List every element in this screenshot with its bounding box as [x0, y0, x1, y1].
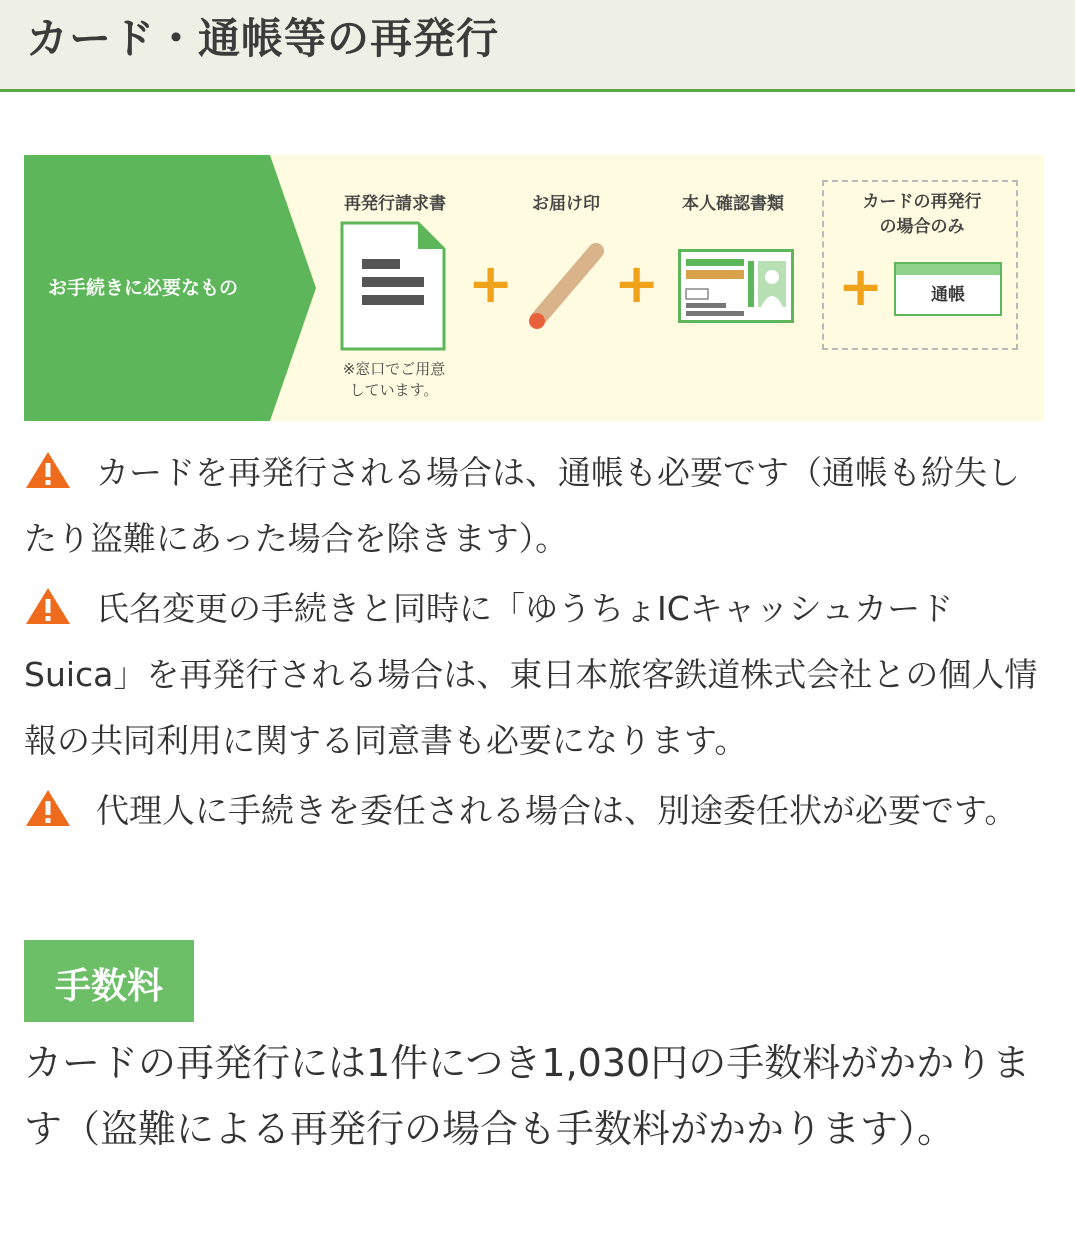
fee-description: カードの再発行には1件につき1,030円の手数料がかかります（盗難による再発行の場合も手数料がかかります）。: [24, 1041, 1031, 1151]
note-text: カードを再発行される場合は、通帳も必要です（通帳も紛失したり盗難にあった場合を除きます）。: [24, 453, 1020, 558]
fee-badge: [24, 940, 194, 1022]
page-title: カード・通帳等の再発行: [26, 14, 500, 63]
id-card-icon: [678, 249, 794, 323]
plus-icon-1: +: [468, 252, 514, 315]
banner-arrow-label: お手続きに必要なもの: [48, 277, 239, 299]
document-note-line1: ※窓口でご用意: [342, 360, 446, 378]
plus-icon-2: +: [614, 252, 660, 315]
document-note-line2: しています。: [349, 381, 439, 399]
item-label-id-documents: 本人確認書類: [682, 194, 784, 214]
note-item: [24, 778, 1044, 844]
seal-stamp-icon: [520, 241, 612, 333]
optional-label-line2: の場合のみ: [879, 217, 965, 237]
document-icon: [340, 221, 446, 351]
document-note: [324, 359, 464, 401]
item-label-seal: お届け印: [532, 194, 600, 214]
page-header: [0, 0, 1075, 92]
item-label-request-form: 再発行請求書: [344, 194, 446, 214]
optional-items-label: [824, 190, 1020, 240]
warning-icon: [24, 450, 72, 490]
passbook-label: 通帳: [931, 285, 965, 305]
warning-icon: [24, 586, 72, 626]
note-item: [24, 440, 1044, 572]
note-item: [24, 576, 1044, 774]
passbook-icon: [894, 262, 1002, 316]
optional-items-box: [822, 180, 1018, 350]
warning-icon: [24, 788, 72, 828]
fee-badge-label: 手数料: [54, 966, 163, 1007]
required-items-banner: [24, 155, 1044, 421]
plus-icon-3: +: [838, 255, 884, 318]
note-text: 氏名変更の手続きと同時に「ゆうちょICキャッシュカード Suica」を再発行される場合は、東日本旅客鉄道株式会社との個人情報の共同利用に関する同意書も必要になります。: [24, 589, 1038, 760]
passbook-stripe: [896, 264, 1000, 275]
note-text: 代理人に手続きを委任される場合は、別途委任状が必要です。: [96, 791, 1018, 830]
optional-label-line1: カードの再発行: [862, 192, 982, 212]
notes-list: [24, 440, 1044, 848]
